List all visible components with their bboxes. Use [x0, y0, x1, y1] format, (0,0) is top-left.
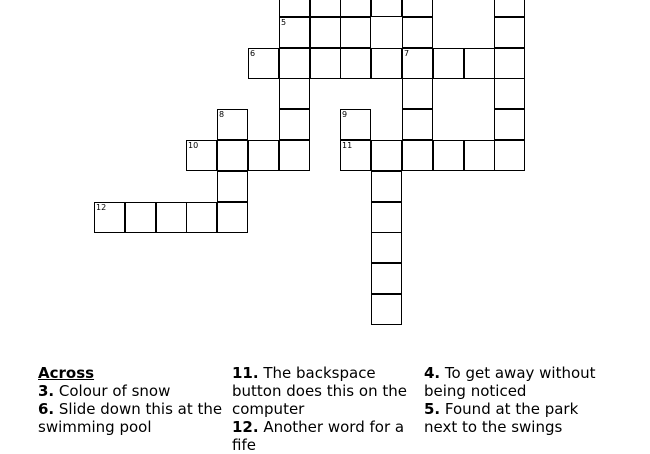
crossword-cell[interactable]	[310, 0, 341, 17]
clue-number-label: 10	[188, 141, 199, 150]
crossword-cell[interactable]	[248, 48, 279, 79]
clue-number-label: 6	[250, 49, 256, 58]
crossword-cell[interactable]	[371, 232, 402, 263]
clue-item	[424, 364, 610, 400]
crossword-cell[interactable]	[494, 109, 525, 140]
crossword-cell[interactable]	[402, 78, 433, 109]
crossword-cell[interactable]	[402, 17, 433, 48]
crossword-cell[interactable]	[494, 48, 525, 79]
crossword-cell[interactable]	[494, 140, 525, 171]
crossword-cell[interactable]	[371, 171, 402, 202]
crossword-cell[interactable]	[340, 0, 371, 17]
clue-text: Found at the park next to the swings	[424, 400, 579, 436]
across-heading: Across	[38, 364, 95, 382]
clue-column-2	[232, 364, 418, 454]
crossword-cell[interactable]	[156, 202, 187, 233]
crossword-cell[interactable]	[494, 0, 525, 17]
crossword-cell[interactable]	[371, 140, 402, 171]
crossword-cell[interactable]	[340, 140, 371, 171]
crossword-cell[interactable]	[248, 140, 279, 171]
crossword-cell[interactable]	[94, 202, 125, 233]
clue-number-label: 7	[404, 49, 410, 58]
crossword-cell[interactable]	[217, 109, 248, 140]
clue-item	[232, 418, 418, 454]
clue-number-label: 12	[96, 203, 107, 212]
crossword-cell[interactable]	[433, 48, 464, 79]
clue-text: Another word for a fife	[232, 418, 405, 454]
crossword-cell[interactable]	[402, 140, 433, 171]
crossword-cell[interactable]	[186, 202, 217, 233]
crossword-cell[interactable]	[279, 109, 310, 140]
crossword-cell[interactable]	[340, 109, 371, 140]
clue-number-label: 11	[342, 141, 353, 150]
clue-column-1	[38, 364, 224, 436]
crossword-cell[interactable]	[402, 109, 433, 140]
crossword-cell[interactable]	[217, 171, 248, 202]
crossword-cell[interactable]	[279, 78, 310, 109]
clue-item	[232, 364, 418, 418]
clue-item	[38, 382, 224, 400]
crossword-cell[interactable]	[371, 0, 402, 17]
clue-number: 6.	[38, 400, 55, 418]
crossword-cell[interactable]	[433, 140, 464, 171]
crossword-cell[interactable]	[125, 202, 156, 233]
clue-number: 5.	[424, 400, 441, 418]
crossword-cell[interactable]	[494, 78, 525, 109]
crossword-cell[interactable]	[402, 48, 433, 79]
clue-text: The backspace button does this on the computer	[232, 364, 407, 418]
clue-column-3	[424, 364, 610, 436]
crossword-cell[interactable]	[279, 140, 310, 171]
clue-text: Colour of snow	[54, 382, 171, 400]
crossword-cell[interactable]	[464, 140, 495, 171]
clue-item	[424, 400, 610, 436]
crossword-cell[interactable]	[310, 17, 341, 48]
clue-number-label: 5	[281, 18, 287, 27]
crossword-cell[interactable]	[371, 263, 402, 294]
clue-text: To get away without being noticed	[424, 364, 596, 400]
clue-number: 12.	[232, 418, 259, 436]
crossword-cell[interactable]	[371, 294, 402, 325]
crossword-cell[interactable]	[217, 140, 248, 171]
clue-number: 11.	[232, 364, 259, 382]
crossword-cell[interactable]	[340, 17, 371, 48]
clue-number: 4.	[424, 364, 441, 382]
crossword-cell[interactable]	[186, 140, 217, 171]
crossword-cell[interactable]	[279, 17, 310, 48]
crossword-cell[interactable]	[340, 48, 371, 79]
clue-item	[38, 400, 224, 436]
crossword-cell[interactable]	[217, 202, 248, 233]
crossword-cell[interactable]	[402, 0, 433, 17]
crossword-cell[interactable]	[494, 17, 525, 48]
clue-number-label: 9	[342, 110, 348, 119]
crossword-cell[interactable]	[279, 48, 310, 79]
crossword-cell[interactable]	[310, 48, 341, 79]
clue-number-label: 8	[219, 110, 225, 119]
crossword-cell[interactable]	[279, 0, 310, 17]
crossword-cell[interactable]	[371, 48, 402, 79]
clue-text: Slide down this at the swimming pool	[38, 400, 223, 436]
crossword-cell[interactable]	[464, 48, 495, 79]
crossword-cell[interactable]	[371, 202, 402, 233]
clue-number: 3.	[38, 382, 55, 400]
